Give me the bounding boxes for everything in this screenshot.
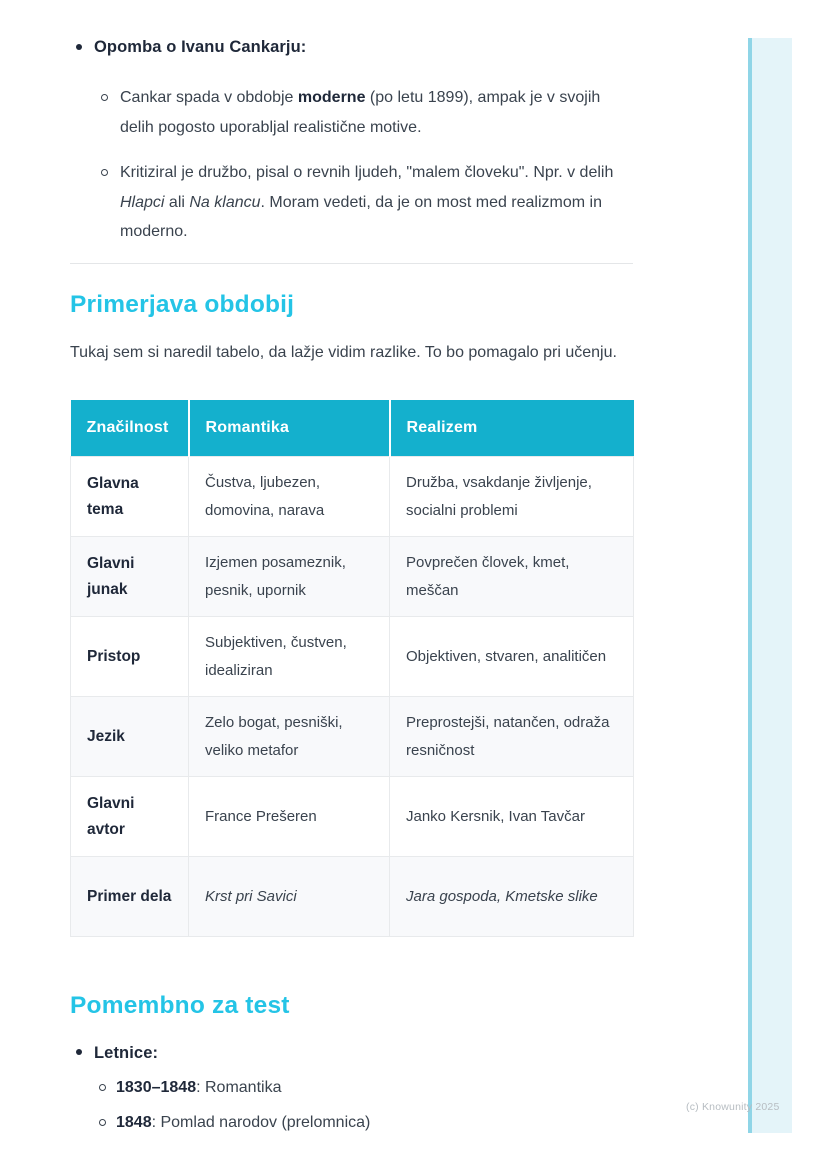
bullet-circle-icon: [101, 94, 108, 101]
note-text: Kritiziral je družbo, pisal o revnih ljudeh, "malem človeku". Npr. v delih Hlapci ali Na klancu. Moram vedeti, da je on most med realizmom in moderno.: [120, 164, 614, 240]
table-row: [71, 617, 634, 697]
list-item: [94, 83, 633, 142]
note-text: Cankar spada v obdobje moderne (po letu 1899), ampak je v svojih delih pogosto uporabljal realistične motive.: [120, 89, 601, 136]
table-cell: Objektiven, stvaren, analitičen: [390, 617, 634, 697]
list-item: [70, 36, 633, 247]
row-label: Glavni avtor: [71, 777, 189, 857]
table-row: [71, 777, 634, 857]
letnice-text: 1848: Pomlad narodov (prelomnica): [116, 1114, 371, 1131]
table-row: [71, 857, 634, 937]
row-label: Primer dela: [71, 857, 189, 937]
section-heading-primerjava: Primerjava obdobij: [70, 290, 295, 318]
table-row: [71, 537, 634, 617]
bullet-circle-icon: [99, 1084, 106, 1091]
page-edge-decoration: [748, 38, 792, 1133]
column-header-znacilnost: Značilnost: [71, 400, 189, 457]
list-item: [70, 1073, 633, 1103]
table-cell: Povprečen človek, kmet, meščan: [390, 537, 634, 617]
table-header-row: [71, 400, 634, 457]
table-cell: Izjemen posameznik, pesnik, upornik: [189, 537, 390, 617]
letnice-section: [70, 1042, 633, 1138]
list-item: [70, 1108, 633, 1138]
intro-paragraph: Tukaj sem si naredil tabelo, da lažje vidim razlike. To bo pomagalo pri učenju.: [70, 343, 617, 361]
letnice-title: Letnice:: [94, 1044, 159, 1062]
table-cell: Janko Kersnik, Ivan Tavčar: [390, 777, 634, 857]
column-header-realizem: Realizem: [390, 400, 634, 457]
bullet-dot-icon: [76, 44, 82, 50]
note-title: Opomba o Ivanu Cankarju:: [94, 38, 307, 56]
row-label: Glavna tema: [71, 457, 189, 537]
list-item: [94, 158, 633, 247]
table-cell: Krst pri Savici: [189, 857, 390, 937]
table-cell: Preprostejši, natančen, odraža resničnost: [390, 697, 634, 777]
letnice-sublist: [70, 1073, 633, 1138]
row-label: Jezik: [71, 697, 189, 777]
note-sublist: [94, 83, 633, 247]
table-cell: Čustva, ljubezen, domovina, narava: [189, 457, 390, 537]
section-divider: [70, 263, 633, 264]
table-cell: France Prešeren: [189, 777, 390, 857]
section-heading-pomembno: Pomembno za test: [70, 992, 290, 1019]
row-label: Glavni junak: [71, 537, 189, 617]
table-cell: Subjektiven, čustven, idealiziran: [189, 617, 390, 697]
copyright-watermark: (c) Knowunity 2025: [686, 1101, 780, 1113]
table-row: [71, 697, 634, 777]
letnice-text: 1830–1848: Romantika: [116, 1079, 282, 1096]
bullet-circle-icon: [99, 1119, 106, 1126]
document-content: [70, 0, 633, 1138]
table-cell: Jara gospoda, Kmetske slike: [390, 857, 634, 937]
table-cell: Zelo bogat, pesniški, veliko metafor: [189, 697, 390, 777]
bullet-circle-icon: [101, 169, 108, 176]
column-header-romantika: Romantika: [189, 400, 390, 457]
table-row: [71, 457, 634, 537]
list-item: [70, 1042, 633, 1064]
row-label: Pristop: [71, 617, 189, 697]
table-cell: Družba, vsakdanje življenje, socialni problemi: [390, 457, 634, 537]
comparison-table-wrapper: [70, 400, 633, 938]
cankar-note-section: [70, 36, 633, 247]
comparison-table: [70, 400, 634, 938]
bullet-dot-icon: [76, 1049, 82, 1055]
